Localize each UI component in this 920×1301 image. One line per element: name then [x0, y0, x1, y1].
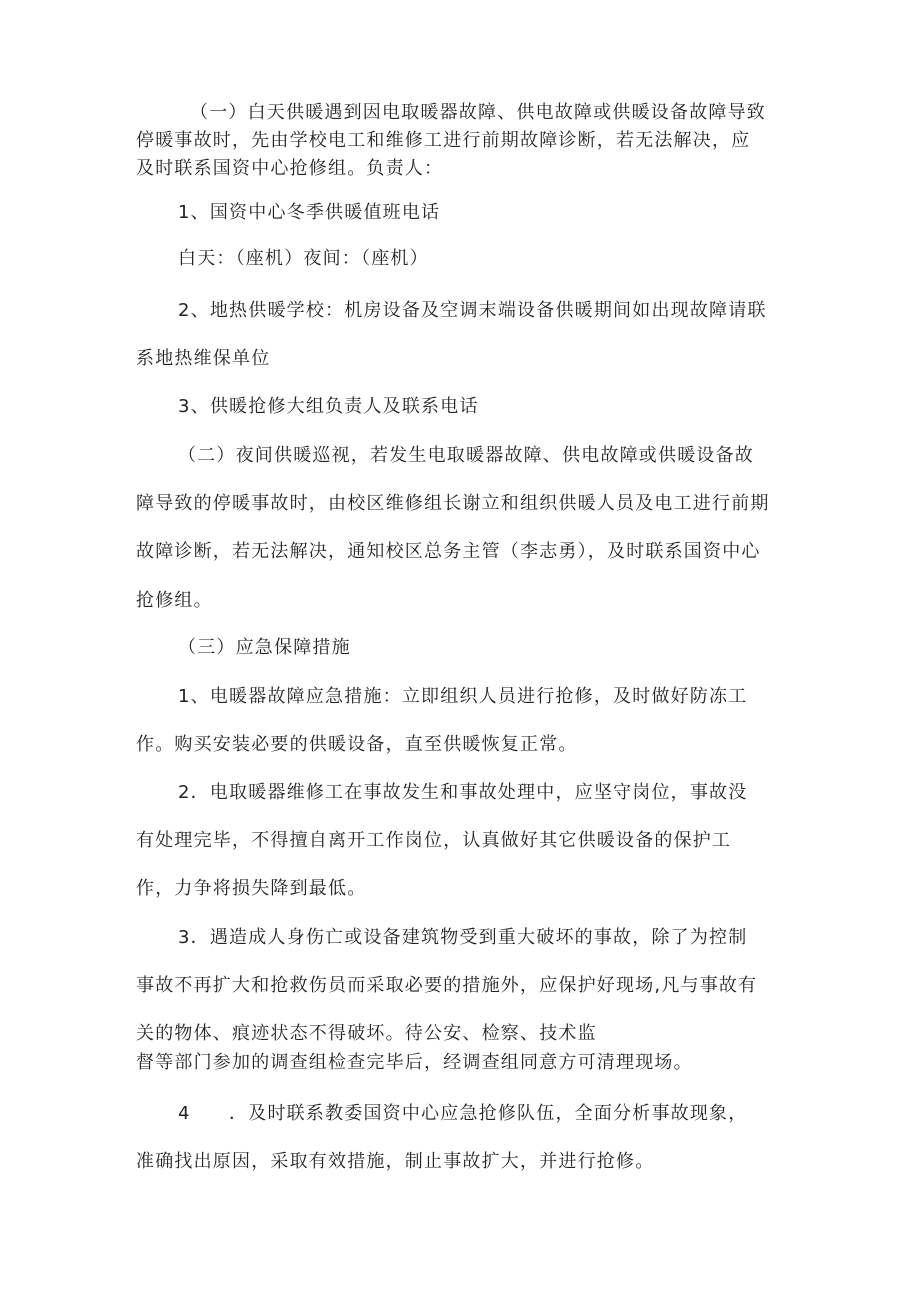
text-line: 作。购买安装必要的供暖设备，直至供暖恢复正常。	[136, 734, 578, 755]
text-line: （三）应急保障措施	[178, 637, 351, 658]
text-line: 准确找出原因，采取有效措施，制止事故扩大，并进行抢修。	[136, 1151, 655, 1172]
text-line: （一）白天供暖遇到因电取暖器故障、供电故障或供暖设备故障导致	[190, 102, 766, 123]
text-line: 故障诊断，若无法解决，通知校区总务主管（李志勇），及时联系国资中心	[136, 541, 761, 562]
text-line: 障导致的停暖事故时，由校区维修组长谢立和组织供暖人员及电工进行前期	[136, 493, 770, 514]
text-line: 系地热维保单位	[136, 348, 271, 369]
text-line: 事故不再扩大和抢救伤员而采取必要的措施外，应保护好现场,凡与事故有	[136, 975, 758, 996]
text-line: 1、电暖器故障应急措施：立即组织人员进行抢修，及时做好防冻工	[178, 686, 748, 707]
text-line: 白天：（座机）夜间：（座机）	[178, 248, 429, 269]
text-line: 3、供暖抢修大组负责人及联系电话	[178, 396, 479, 417]
text-line: 2．电取暖器维修工在事故发生和事故处理中，应坚守岗位，事故没	[178, 782, 748, 803]
text-line: 及时联系国资中心抢修组。负责人：	[136, 158, 444, 179]
text-line: （二）夜间供暖巡视，若发生电取暖器故障、供电故障或供暖设备故	[178, 445, 754, 466]
text-line: 3．遇造成人身伤亡或设备建筑物受到重大破坏的事故，除了为控制	[178, 927, 748, 948]
text-line: 2、地热供暖学校：机房设备及空调末端设备供暖期间如出现故障请联	[178, 300, 767, 321]
text-line: 抢修组。	[136, 590, 213, 611]
text-line: 4 ．及时联系教委国资中心应急抢修队伍，全面分析事故现象，	[178, 1103, 748, 1124]
text-line: 有处理完毕，不得擅自离开工作岗位，认真做好其它供暖设备的保护工	[136, 830, 732, 851]
text-line: 停暖事故时，先由学校电工和维修工进行前期故障诊断，若无法解决，应	[136, 130, 751, 151]
text-line: 1、国资中心冬季供暖值班电话	[178, 202, 441, 223]
text-line: 关的物体、痕迹状态不得破坏。待公安、检察、技术监	[136, 1023, 597, 1044]
text-line: 作，力争将损失降到最低。	[136, 878, 367, 899]
text-line: 督等部门参加的调查组检查完毕后，经调查组同意方可清理现场。	[136, 1052, 693, 1073]
